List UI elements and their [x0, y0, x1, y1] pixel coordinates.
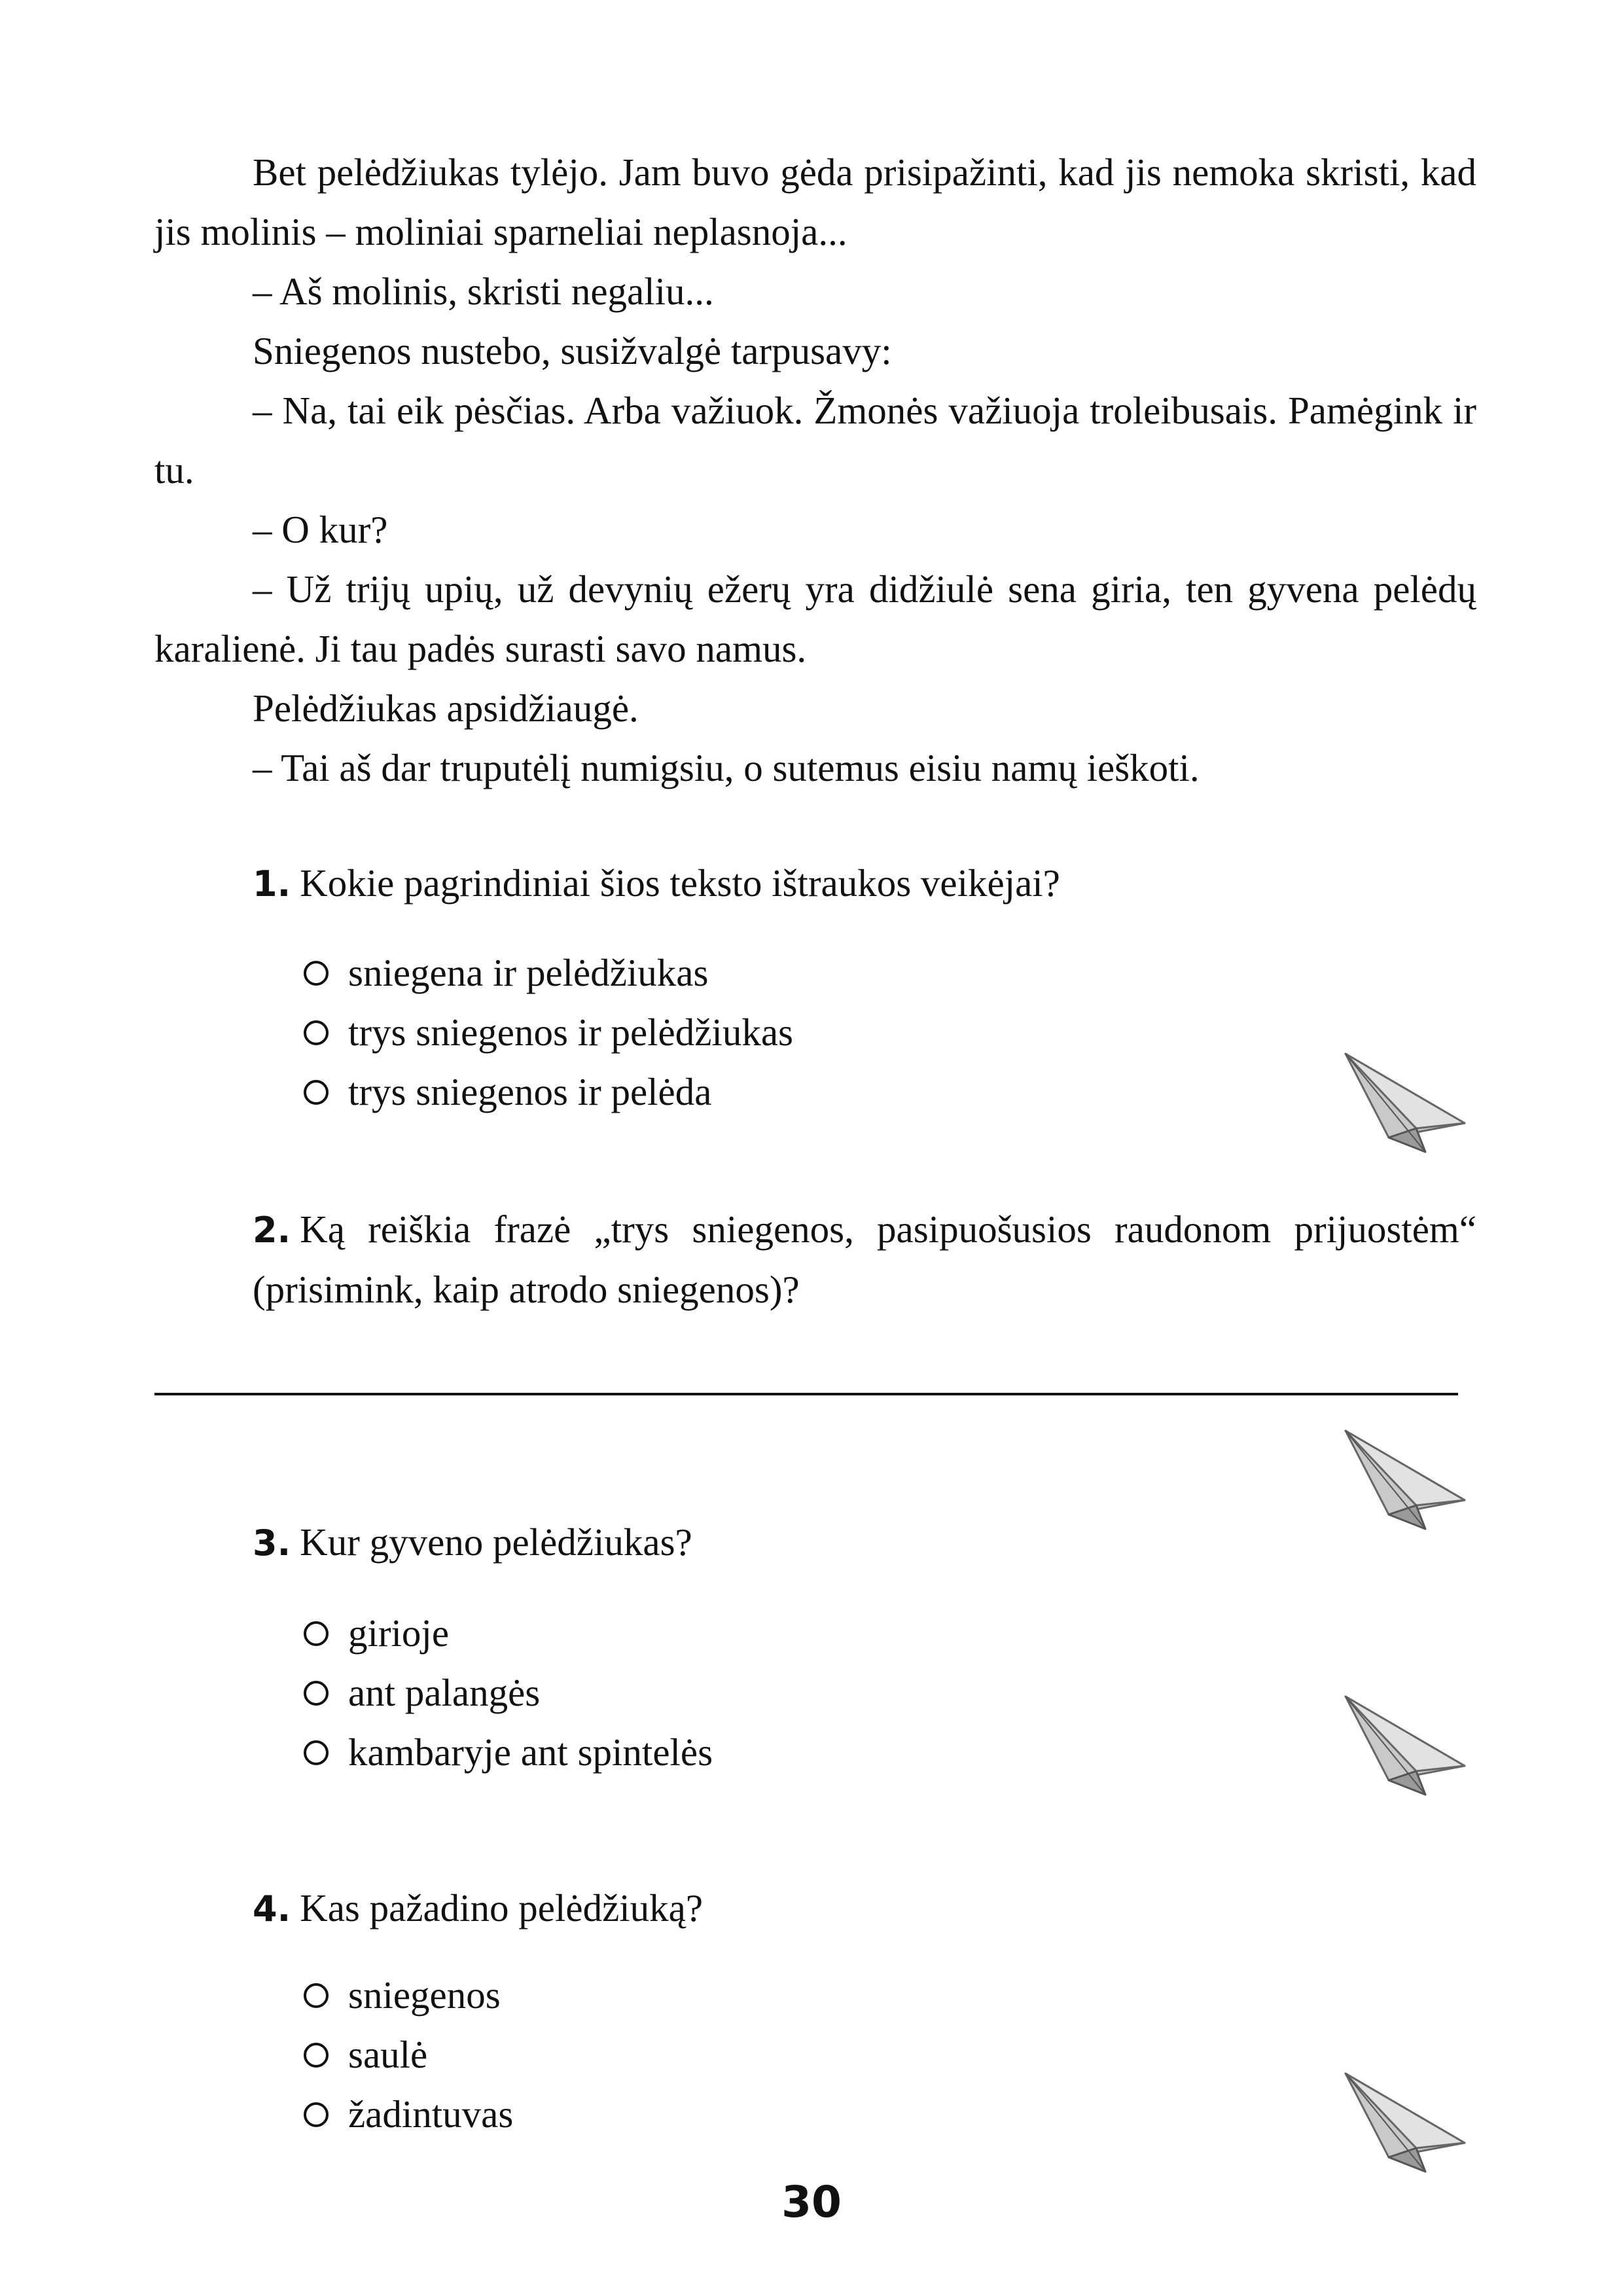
paper-plane-icon: [1343, 1428, 1467, 1533]
answer-option[interactable]: [304, 1965, 513, 2025]
option-label: ant palangės: [348, 1671, 541, 1714]
story-paragraph: Sniegenos nustebo, susižvalgė tarpusavy:: [253, 329, 892, 372]
answer-option[interactable]: [304, 2025, 513, 2085]
answer-option[interactable]: [304, 1604, 713, 1663]
option-label: kambaryje ant spintelės: [348, 1731, 713, 1774]
answer-option[interactable]: [304, 1062, 793, 1122]
question-text: Kas pažadino pelėdžiuką?: [300, 1886, 704, 1929]
answer-line[interactable]: [154, 1393, 1458, 1395]
story-paragraph: Pelėdžiukas apsidžiaugė.: [253, 687, 639, 730]
answer-option[interactable]: [304, 2085, 513, 2144]
page-number: 30: [781, 2177, 842, 2227]
radio-circle-icon[interactable]: [304, 2102, 329, 2127]
question-number: 2.: [253, 1210, 291, 1251]
question-4-options: [304, 1965, 513, 2144]
answer-option[interactable]: [304, 1723, 713, 1782]
option-label: trys sniegenos ir pelėdžiukas: [348, 1011, 793, 1054]
option-label: sniegenos: [348, 1973, 501, 2017]
question-number: 1.: [253, 863, 291, 905]
story-paragraph: Bet pelėdžiukas tylėjo. Jam buvo gėda prisipažinti, kad jis nemoka skristi, kad jis molinis – moliniai sparneliai neplasnoja...: [154, 151, 1476, 253]
radio-circle-icon[interactable]: [304, 961, 329, 986]
option-label: girioje: [348, 1611, 450, 1655]
paper-plane-icon: [1343, 2071, 1467, 2176]
radio-circle-icon[interactable]: [304, 1983, 329, 2008]
story-paragraph: – Už trijų upių, už devynių ežerų yra didžiulė sena giria, ten gyvena pelėdų karalienė. Ji tau padės surasti savo namus.: [154, 567, 1476, 670]
question-text: Kokie pagrindiniai šios teksto ištraukos veikėjai?: [300, 861, 1060, 905]
option-label: žadintuvas: [348, 2092, 514, 2136]
story-paragraph: – Aš molinis, skristi negaliu...: [253, 270, 714, 313]
radio-circle-icon[interactable]: [304, 1621, 329, 1646]
answer-option[interactable]: [304, 1663, 713, 1723]
question-4: [253, 1878, 703, 1939]
question-1: [253, 853, 1060, 914]
option-label: sniegena ir pelėdžiukas: [348, 951, 709, 994]
question-3-options: [304, 1604, 713, 1782]
answer-option[interactable]: [304, 943, 793, 1003]
question-number: 3.: [253, 1522, 291, 1564]
option-label: trys sniegenos ir pelėda: [348, 1070, 712, 1113]
radio-circle-icon[interactable]: [304, 1740, 329, 1765]
question-2: [253, 1200, 1476, 1319]
story-paragraph: – Na, tai eik pėsčias. Arba važiuok. Žmonės važiuoja troleibusais. Pamėgink ir tu.: [154, 389, 1476, 492]
radio-circle-icon[interactable]: [304, 1020, 329, 1045]
radio-circle-icon[interactable]: [304, 2043, 329, 2068]
question-1-options: [304, 943, 793, 1122]
answer-option[interactable]: [304, 1003, 793, 1062]
story-paragraph: – Tai aš dar truputėlį numigsiu, o sutemus eisiu namų ieškoti.: [253, 746, 1200, 789]
story-paragraph: – O kur?: [253, 508, 388, 551]
question-text: Ką reiškia frazė „trys sniegenos, pasipuošusios raudonom prijuostėm“ (prisimink, kaip atrodo sniegenos)?: [253, 1208, 1476, 1311]
question-number: 4.: [253, 1888, 291, 1929]
paper-plane-icon: [1343, 1694, 1467, 1799]
question-text: Kur gyveno pelėdžiukas?: [300, 1520, 692, 1564]
radio-circle-icon[interactable]: [304, 1681, 329, 1706]
radio-circle-icon[interactable]: [304, 1080, 329, 1105]
paper-plane-icon: [1343, 1051, 1467, 1156]
question-3: [253, 1513, 692, 1573]
story-excerpt: [154, 143, 1476, 798]
option-label: saulė: [348, 2033, 428, 2076]
